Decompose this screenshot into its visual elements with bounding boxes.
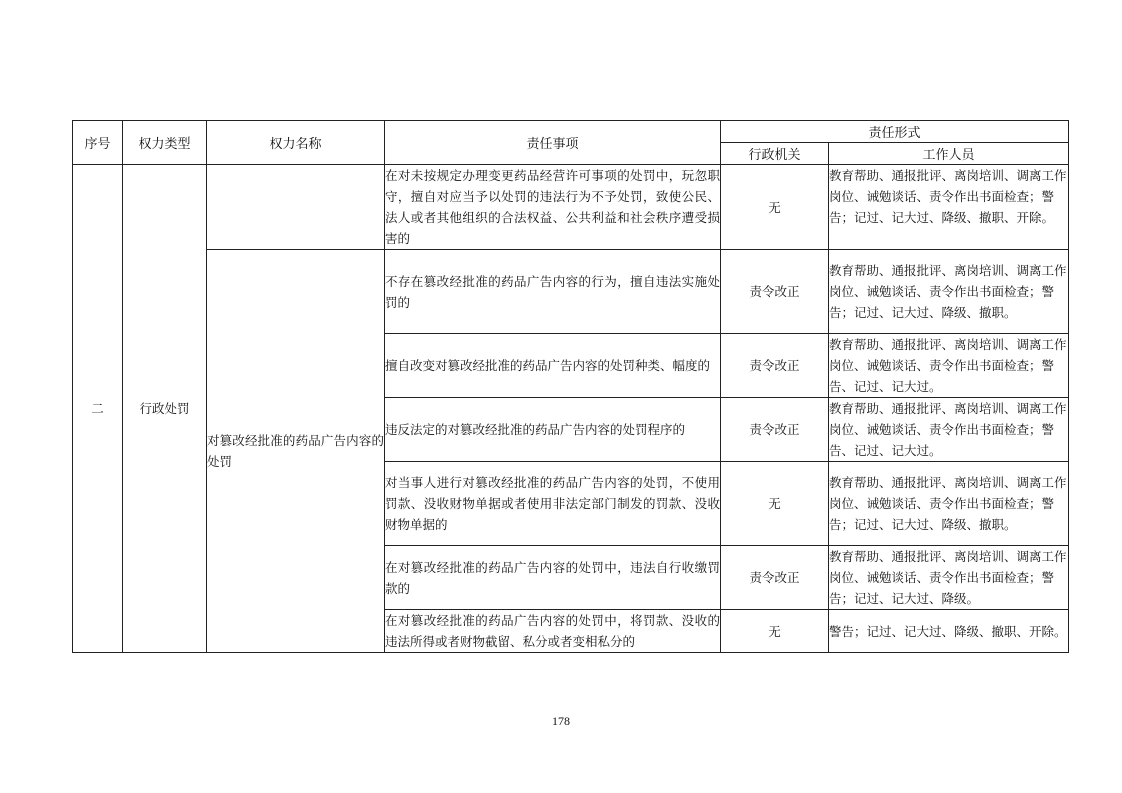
header-power-type: 权力类型 xyxy=(123,121,207,165)
agency-cell: 责令改正 xyxy=(721,398,829,462)
agency-cell: 责令改正 xyxy=(721,546,829,610)
staff-cell: 教育帮助、通报批评、离岗培训、调离工作岗位、诫勉谈话、责令作出书面检查；警告；记过、记大过、降级、撤职。 xyxy=(829,462,1069,546)
agency-cell: 责令改正 xyxy=(721,250,829,334)
agency-cell: 责令改正 xyxy=(721,334,829,398)
duty-cell: 在对篡改经批准的药品广告内容的处罚中，违法自行收缴罚款的 xyxy=(385,546,721,610)
duty-cell: 违反法定的对篡改经批准的药品广告内容的处罚程序的 xyxy=(385,398,721,462)
group-seq: 二 xyxy=(73,165,123,653)
table-row xyxy=(73,250,1069,334)
group-power-type: 行政处罚 xyxy=(123,165,207,653)
staff-cell: 教育帮助、通报批评、离岗培训、调离工作岗位、诫勉谈话、责令作出书面检查；警告、记过、记大过。 xyxy=(829,334,1069,398)
header-power-name: 权力名称 xyxy=(207,121,385,165)
agency-cell: 无 xyxy=(721,610,829,653)
staff-cell: 警告；记过、记大过、降级、撤职、开除。 xyxy=(829,610,1069,653)
header-row xyxy=(73,121,1069,143)
header-seq: 序号 xyxy=(73,121,123,165)
duty-cell: 在对未按规定办理变更药品经营许可事项的处罚中，玩忽职守，擅自对应当予以处罚的违法行为不予处罚，致使公民、法人或者其他组织的合法权益、公共利益和社会秩序遭受损害的 xyxy=(385,165,721,250)
header-form: 责任形式 xyxy=(721,121,1069,143)
duty-cell: 不存在篡改经批准的药品广告内容的行为，擅自违法实施处罚的 xyxy=(385,250,721,334)
duty-cell: 在对篡改经批准的药品广告内容的处罚中，将罚款、没收的违法所得或者财物截留、私分或者变相私分的 xyxy=(385,610,721,653)
agency-cell: 无 xyxy=(721,165,829,250)
page-number: 178 xyxy=(552,714,570,728)
duty-cell: 擅自改变对篡改经批准的药品广告内容的处罚种类、幅度的 xyxy=(385,334,721,398)
header-agency: 行政机关 xyxy=(721,143,829,165)
staff-cell: 教育帮助、通报批评、离岗培训、调离工作岗位、诫勉谈话、责令作出书面检查；警告；记过、记大过、降级、撤职、开除。 xyxy=(829,165,1069,250)
staff-cell: 教育帮助、通报批评、离岗培训、调离工作岗位、诫勉谈话、责令作出书面检查；警告、记过、记大过。 xyxy=(829,398,1069,462)
header-staff: 工作人员 xyxy=(829,143,1069,165)
blank-power-name-cell xyxy=(207,165,385,250)
group-power-name: 对篡改经批准的药品广告内容的处罚 xyxy=(207,250,385,653)
staff-cell: 教育帮助、通报批评、离岗培训、调离工作岗位、诫勉谈话、责令作出书面检查；警告；记过、记大过、降级。 xyxy=(829,546,1069,610)
responsibility-table xyxy=(72,120,1069,653)
header-duty: 责任事项 xyxy=(385,121,721,165)
duty-cell: 对当事人进行对篡改经批准的药品广告内容的处罚，不使用罚款、没收财物单据或者使用非法定部门制发的罚款、没收财物单据的 xyxy=(385,462,721,546)
agency-cell: 无 xyxy=(721,462,829,546)
staff-cell: 教育帮助、通报批评、离岗培训、调离工作岗位、诫勉谈话、责令作出书面检查；警告；记过、记大过、降级、撤职。 xyxy=(829,250,1069,334)
table-row xyxy=(73,165,1069,250)
